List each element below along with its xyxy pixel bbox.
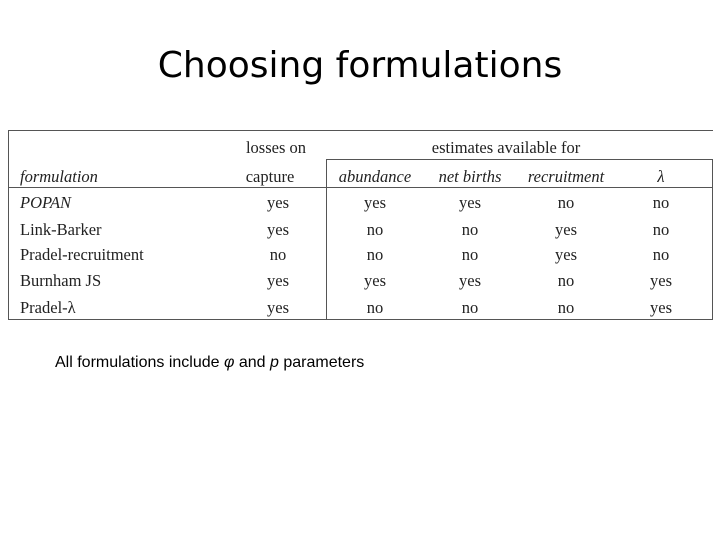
row-formulation: Pradel-λ	[20, 298, 76, 317]
row-formulation: POPAN	[20, 193, 72, 212]
p-symbol: p	[270, 354, 279, 371]
table-top-rule	[8, 130, 713, 131]
cell-recruitment: no	[557, 271, 575, 290]
table-left-border	[8, 130, 9, 320]
cell-net-births: yes	[459, 193, 481, 212]
formulation-table	[8, 130, 713, 320]
cell-abundance: no	[366, 220, 384, 239]
cell-lambda: no	[652, 245, 670, 264]
cell-lambda: no	[652, 220, 670, 239]
slide-title: Choosing formulations	[157, 45, 563, 86]
cell-lambda: no	[652, 193, 670, 212]
cell-abundance: no	[366, 298, 384, 317]
cell-capture: yes	[267, 298, 289, 317]
header-bottom-rule	[8, 187, 713, 188]
row-formulation: Burnham JS	[20, 271, 102, 290]
header-formulation: formulation	[20, 167, 98, 186]
cell-net-births: no	[461, 220, 479, 239]
cell-lambda: yes	[650, 271, 672, 290]
cell-abundance: yes	[364, 193, 386, 212]
header-recruitment: recruitment	[527, 167, 605, 186]
cell-capture: yes	[267, 193, 289, 212]
header-estimates-available-for: estimates available for	[431, 138, 581, 157]
table-bottom-rule	[8, 319, 713, 320]
cell-recruitment: yes	[555, 220, 577, 239]
phi-symbol: φ	[223, 354, 235, 371]
cell-abundance: no	[366, 245, 384, 264]
cell-recruitment: no	[557, 193, 575, 212]
cell-recruitment: no	[557, 298, 575, 317]
header-abundance: abundance	[338, 167, 412, 186]
header-losses-on: losses on	[245, 138, 307, 157]
cell-net-births: no	[461, 298, 479, 317]
cell-capture: yes	[267, 220, 289, 239]
parameters-note	[55, 353, 364, 373]
cell-lambda: yes	[650, 298, 672, 317]
cell-capture: yes	[267, 271, 289, 290]
note-middle: and	[234, 354, 270, 371]
estimates-group-rule	[326, 159, 713, 160]
row-formulation: Link-Barker	[20, 220, 102, 239]
table-right-border	[712, 159, 713, 320]
cell-recruitment: yes	[555, 245, 577, 264]
note-prefix: All formulations include	[55, 354, 224, 371]
cell-capture: no	[269, 245, 287, 264]
cell-net-births: no	[461, 245, 479, 264]
row-formulation: Pradel-recruitment	[20, 245, 144, 264]
note-suffix: parameters	[278, 354, 365, 371]
cell-abundance: yes	[364, 271, 386, 290]
estimates-left-border	[326, 159, 327, 320]
header-lambda: λ	[657, 167, 665, 186]
cell-net-births: yes	[459, 271, 481, 290]
header-capture: capture	[245, 167, 295, 186]
header-net-births: net births	[438, 167, 502, 186]
